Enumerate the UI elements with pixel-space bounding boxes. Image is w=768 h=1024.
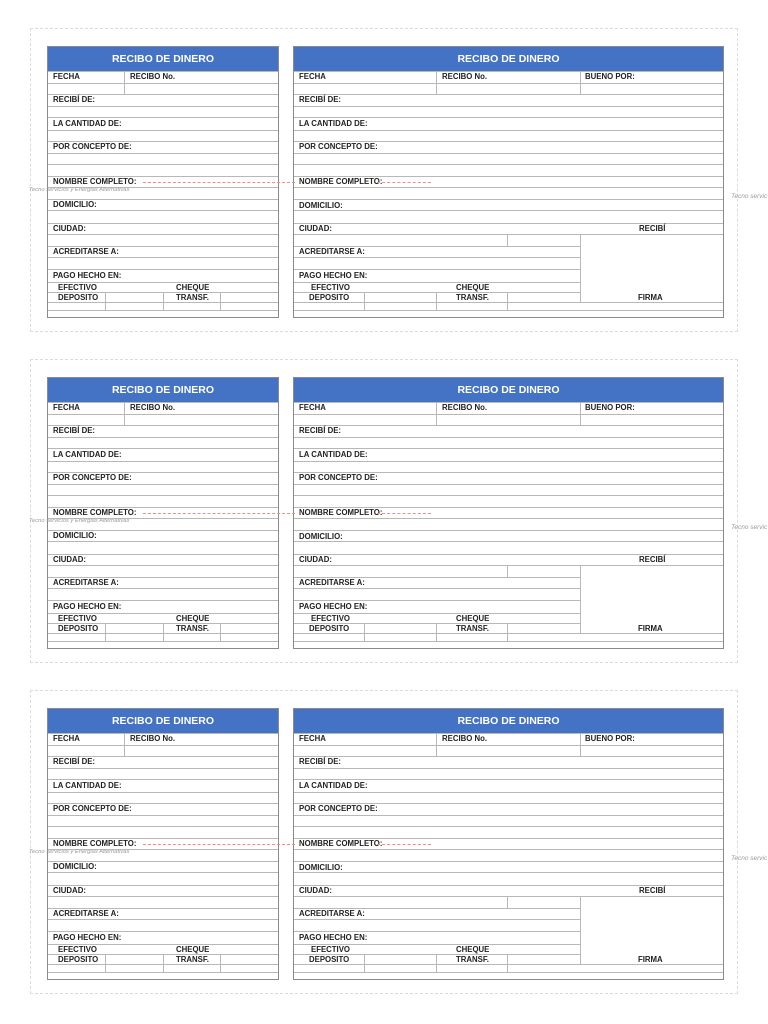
domicilio-label: DOMICILIO: (53, 200, 97, 209)
rule-line (507, 896, 508, 908)
rule-line (294, 437, 723, 438)
firma-label: FIRMA (638, 955, 663, 964)
deposito-label: DEPOSITO (58, 624, 99, 633)
rule-line (48, 919, 278, 920)
watermark-text: Tecno servicios y Energias Alternativas (29, 187, 130, 193)
receipt-main (293, 708, 724, 980)
rule-line (48, 130, 278, 131)
ciudad-label: CIUDAD: (299, 224, 332, 233)
rule-line (294, 815, 723, 816)
recibi-de-label: RECIBÍ DE: (53, 757, 96, 766)
rule-line (436, 71, 437, 94)
rule-line (48, 117, 278, 118)
rule-line (580, 402, 581, 425)
acreditarse-label: ACREDITARSE A: (299, 247, 365, 256)
rule-line (294, 541, 723, 542)
rule-line (220, 623, 221, 641)
recibo-no-label: RECIBO No. (442, 403, 488, 412)
rule-line (48, 461, 278, 462)
cut-line (377, 182, 431, 183)
rule-line (294, 310, 723, 311)
cheque-label: CHEQUE (176, 283, 210, 292)
pago-label: PAGO HECHO EN: (53, 602, 122, 611)
cut-line (143, 844, 295, 845)
rule-line (294, 972, 723, 973)
nombre-label: NOMBRE COMPLETO: (299, 177, 383, 186)
recibi-de-label: RECIBÍ DE: (299, 426, 342, 435)
rule-line (48, 414, 278, 415)
rule-line (124, 402, 125, 425)
concepto-label: POR CONCEPTO DE: (53, 473, 132, 482)
rule-line (48, 768, 278, 769)
transf-label: TRANSF. (456, 955, 489, 964)
acreditarse-label: ACREDITARSE A: (53, 578, 119, 587)
rule-line (507, 292, 508, 310)
domicilio-label: DOMICILIO: (299, 201, 343, 210)
rule-line (507, 565, 508, 577)
rule-line (48, 588, 278, 589)
efectivo-label: EFECTIVO (311, 945, 350, 954)
pago-label: PAGO HECHO EN: (299, 933, 368, 942)
rule-line (294, 210, 723, 211)
rule-line (48, 210, 278, 211)
main-title: RECIBO DE DINERO (294, 378, 723, 402)
acreditarse-label: ACREDITARSE A: (53, 909, 119, 918)
rule-line (48, 269, 278, 270)
transf-label: TRANSF. (456, 293, 489, 302)
rule-line (294, 448, 723, 449)
rule-line (294, 234, 723, 235)
watermark-edge-text: Tecno servic (731, 855, 768, 862)
rule-line (294, 130, 723, 131)
stub-title: RECIBO DE DINERO (48, 47, 278, 71)
rule-line (294, 641, 723, 642)
rule-line (294, 414, 723, 415)
rule-line (294, 257, 580, 258)
deposito-label: DEPOSITO (58, 955, 99, 964)
rule-line (294, 94, 723, 95)
cut-line (377, 513, 431, 514)
rule-line (436, 623, 437, 641)
transf-label: TRANSF. (176, 955, 209, 964)
recibi-label: RECIBÍ (639, 224, 666, 233)
rule-line (48, 565, 278, 566)
efectivo-label: EFECTIVO (58, 283, 97, 292)
receipt-sheet (30, 359, 738, 663)
firma-label: FIRMA (638, 293, 663, 302)
rule-line (48, 106, 278, 107)
rule-line (48, 972, 278, 973)
rule-line (48, 437, 278, 438)
rule-line (294, 792, 723, 793)
rule-line (436, 733, 437, 756)
pago-label: PAGO HECHO EN: (299, 271, 368, 280)
acreditarse-label: ACREDITARSE A: (299, 578, 365, 587)
rule-line (294, 164, 723, 165)
rule-line (294, 518, 723, 519)
rule-line (294, 461, 723, 462)
fecha-label: FECHA (299, 403, 326, 412)
rule-line (48, 779, 278, 780)
rule-line (294, 733, 723, 734)
rule-line (294, 402, 723, 403)
rule-line (48, 872, 278, 873)
rule-line (48, 257, 278, 258)
main-title: RECIBO DE DINERO (294, 709, 723, 733)
rule-line (220, 292, 221, 310)
deposito-label: DEPOSITO (309, 624, 350, 633)
ciudad-label: CIUDAD: (53, 555, 86, 564)
rule-line (294, 600, 580, 601)
fecha-label: FECHA (53, 72, 80, 81)
ciudad-label: CIUDAD: (299, 886, 332, 895)
rule-line (48, 641, 278, 642)
nombre-label: NOMBRE COMPLETO: (53, 508, 137, 517)
pago-label: PAGO HECHO EN: (299, 602, 368, 611)
rule-line (294, 187, 723, 188)
rule-line (294, 861, 723, 862)
cantidad-label: LA CANTIDAD DE: (299, 781, 368, 790)
cantidad-label: LA CANTIDAD DE: (53, 119, 122, 128)
rule-line (105, 623, 106, 641)
fecha-label: FECHA (299, 72, 326, 81)
rule-line (48, 83, 278, 84)
rule-line (436, 292, 437, 310)
watermark-edge-text: Tecno servic (731, 524, 768, 531)
rule-line (48, 495, 278, 496)
fecha-label: FECHA (53, 403, 80, 412)
rule-line (364, 623, 365, 641)
recibo-no-label: RECIBO No. (442, 734, 488, 743)
receipt-sheet (30, 690, 738, 994)
rule-line (294, 153, 723, 154)
recibi-de-label: RECIBÍ DE: (53, 426, 96, 435)
cheque-label: CHEQUE (176, 614, 210, 623)
rule-line (294, 588, 580, 589)
efectivo-label: EFECTIVO (58, 614, 97, 623)
rule-line (48, 600, 278, 601)
rule-line (294, 199, 723, 200)
recibo-no-label: RECIBO No. (130, 734, 176, 743)
cantidad-label: LA CANTIDAD DE: (299, 119, 368, 128)
bueno-por-label: BUENO POR: (585, 403, 635, 412)
deposito-label: DEPOSITO (309, 955, 350, 964)
rule-line (48, 484, 278, 485)
main-title: RECIBO DE DINERO (294, 47, 723, 71)
rule-line (163, 954, 164, 972)
domicilio-label: DOMICILIO: (299, 532, 343, 541)
stub-title: RECIBO DE DINERO (48, 709, 278, 733)
ciudad-label: CIUDAD: (53, 224, 86, 233)
efectivo-label: EFECTIVO (311, 283, 350, 292)
pago-label: PAGO HECHO EN: (53, 933, 122, 942)
cut-line (377, 844, 431, 845)
recibi-de-label: RECIBÍ DE: (53, 95, 96, 104)
watermark-text: Tecno servicios y Energias Alternativas (29, 849, 130, 855)
transf-label: TRANSF. (176, 293, 209, 302)
rule-line (294, 495, 723, 496)
rule-line (294, 565, 723, 566)
cut-line (143, 513, 295, 514)
watermark-text: Tecno servicios y Energias Alternativas (29, 518, 130, 524)
recibo-no-label: RECIBO No. (442, 72, 488, 81)
rule-line (163, 292, 164, 310)
rule-line (294, 269, 580, 270)
transf-label: TRANSF. (456, 624, 489, 633)
rule-line (580, 234, 581, 302)
rule-line (48, 153, 278, 154)
rule-line (124, 733, 125, 756)
rule-line (48, 164, 278, 165)
nombre-label: NOMBRE COMPLETO: (53, 839, 137, 848)
rule-line (294, 83, 723, 84)
rule-line (48, 745, 278, 746)
recibi-label: RECIBÍ (639, 886, 666, 895)
pago-label: PAGO HECHO EN: (53, 271, 122, 280)
rule-line (48, 826, 278, 827)
domicilio-label: DOMICILIO: (53, 531, 97, 540)
watermark-edge-text: Tecno servic (731, 193, 768, 200)
recibi-de-label: RECIBÍ DE: (299, 95, 342, 104)
stub-title: RECIBO DE DINERO (48, 378, 278, 402)
rule-line (364, 954, 365, 972)
concepto-label: POR CONCEPTO DE: (299, 142, 378, 151)
rule-line (48, 310, 278, 311)
rule-line (163, 623, 164, 641)
rule-line (580, 896, 581, 964)
recibo-no-label: RECIBO No. (130, 72, 176, 81)
cut-line (143, 182, 295, 183)
rule-line (48, 931, 278, 932)
rule-line (580, 565, 581, 633)
nombre-label: NOMBRE COMPLETO: (53, 177, 137, 186)
cheque-label: CHEQUE (456, 945, 490, 954)
bueno-por-label: BUENO POR: (585, 72, 635, 81)
receipt-sheet (30, 28, 738, 332)
cantidad-label: LA CANTIDAD DE: (53, 450, 122, 459)
rule-line (294, 756, 723, 757)
receipt-main (293, 377, 724, 649)
ciudad-label: CIUDAD: (299, 555, 332, 564)
domicilio-label: DOMICILIO: (299, 863, 343, 872)
receipt-main (293, 46, 724, 318)
rule-line (105, 292, 106, 310)
rule-line (48, 541, 278, 542)
rule-line (48, 234, 278, 235)
cheque-label: CHEQUE (456, 614, 490, 623)
rule-line (294, 117, 723, 118)
rule-line (294, 849, 723, 850)
recibi-de-label: RECIBÍ DE: (299, 757, 342, 766)
rule-line (294, 779, 723, 780)
efectivo-label: EFECTIVO (311, 614, 350, 623)
acreditarse-label: ACREDITARSE A: (299, 909, 365, 918)
rule-line (48, 815, 278, 816)
rule-line (294, 484, 723, 485)
rule-line (507, 623, 508, 641)
recibi-label: RECIBÍ (639, 555, 666, 564)
deposito-label: DEPOSITO (309, 293, 350, 302)
rule-line (436, 954, 437, 972)
concepto-label: POR CONCEPTO DE: (299, 804, 378, 813)
rule-line (294, 71, 723, 72)
rule-line (294, 826, 723, 827)
concepto-label: POR CONCEPTO DE: (53, 142, 132, 151)
rule-line (124, 71, 125, 94)
rule-line (364, 292, 365, 310)
ciudad-label: CIUDAD: (53, 886, 86, 895)
rule-line (48, 792, 278, 793)
cantidad-label: LA CANTIDAD DE: (53, 781, 122, 790)
cheque-label: CHEQUE (456, 283, 490, 292)
rule-line (220, 954, 221, 972)
rule-line (436, 402, 437, 425)
fecha-label: FECHA (53, 734, 80, 743)
rule-line (580, 71, 581, 94)
rule-line (48, 896, 278, 897)
bueno-por-label: BUENO POR: (585, 734, 635, 743)
rule-line (294, 919, 580, 920)
nombre-label: NOMBRE COMPLETO: (299, 839, 383, 848)
rule-line (294, 896, 723, 897)
rule-line (105, 954, 106, 972)
rule-line (294, 530, 723, 531)
rule-line (507, 954, 508, 972)
acreditarse-label: ACREDITARSE A: (53, 247, 119, 256)
rule-line (48, 448, 278, 449)
rule-line (507, 234, 508, 246)
cheque-label: CHEQUE (176, 945, 210, 954)
rule-line (294, 931, 580, 932)
transf-label: TRANSF. (176, 624, 209, 633)
fecha-label: FECHA (299, 734, 326, 743)
recibo-no-label: RECIBO No. (130, 403, 176, 412)
deposito-label: DEPOSITO (58, 293, 99, 302)
rule-line (294, 768, 723, 769)
rule-line (294, 872, 723, 873)
rule-line (294, 745, 723, 746)
cantidad-label: LA CANTIDAD DE: (299, 450, 368, 459)
nombre-label: NOMBRE COMPLETO: (299, 508, 383, 517)
rule-line (294, 425, 723, 426)
concepto-label: POR CONCEPTO DE: (299, 473, 378, 482)
domicilio-label: DOMICILIO: (53, 862, 97, 871)
rule-line (294, 106, 723, 107)
efectivo-label: EFECTIVO (58, 945, 97, 954)
rule-line (580, 733, 581, 756)
concepto-label: POR CONCEPTO DE: (53, 804, 132, 813)
firma-label: FIRMA (638, 624, 663, 633)
